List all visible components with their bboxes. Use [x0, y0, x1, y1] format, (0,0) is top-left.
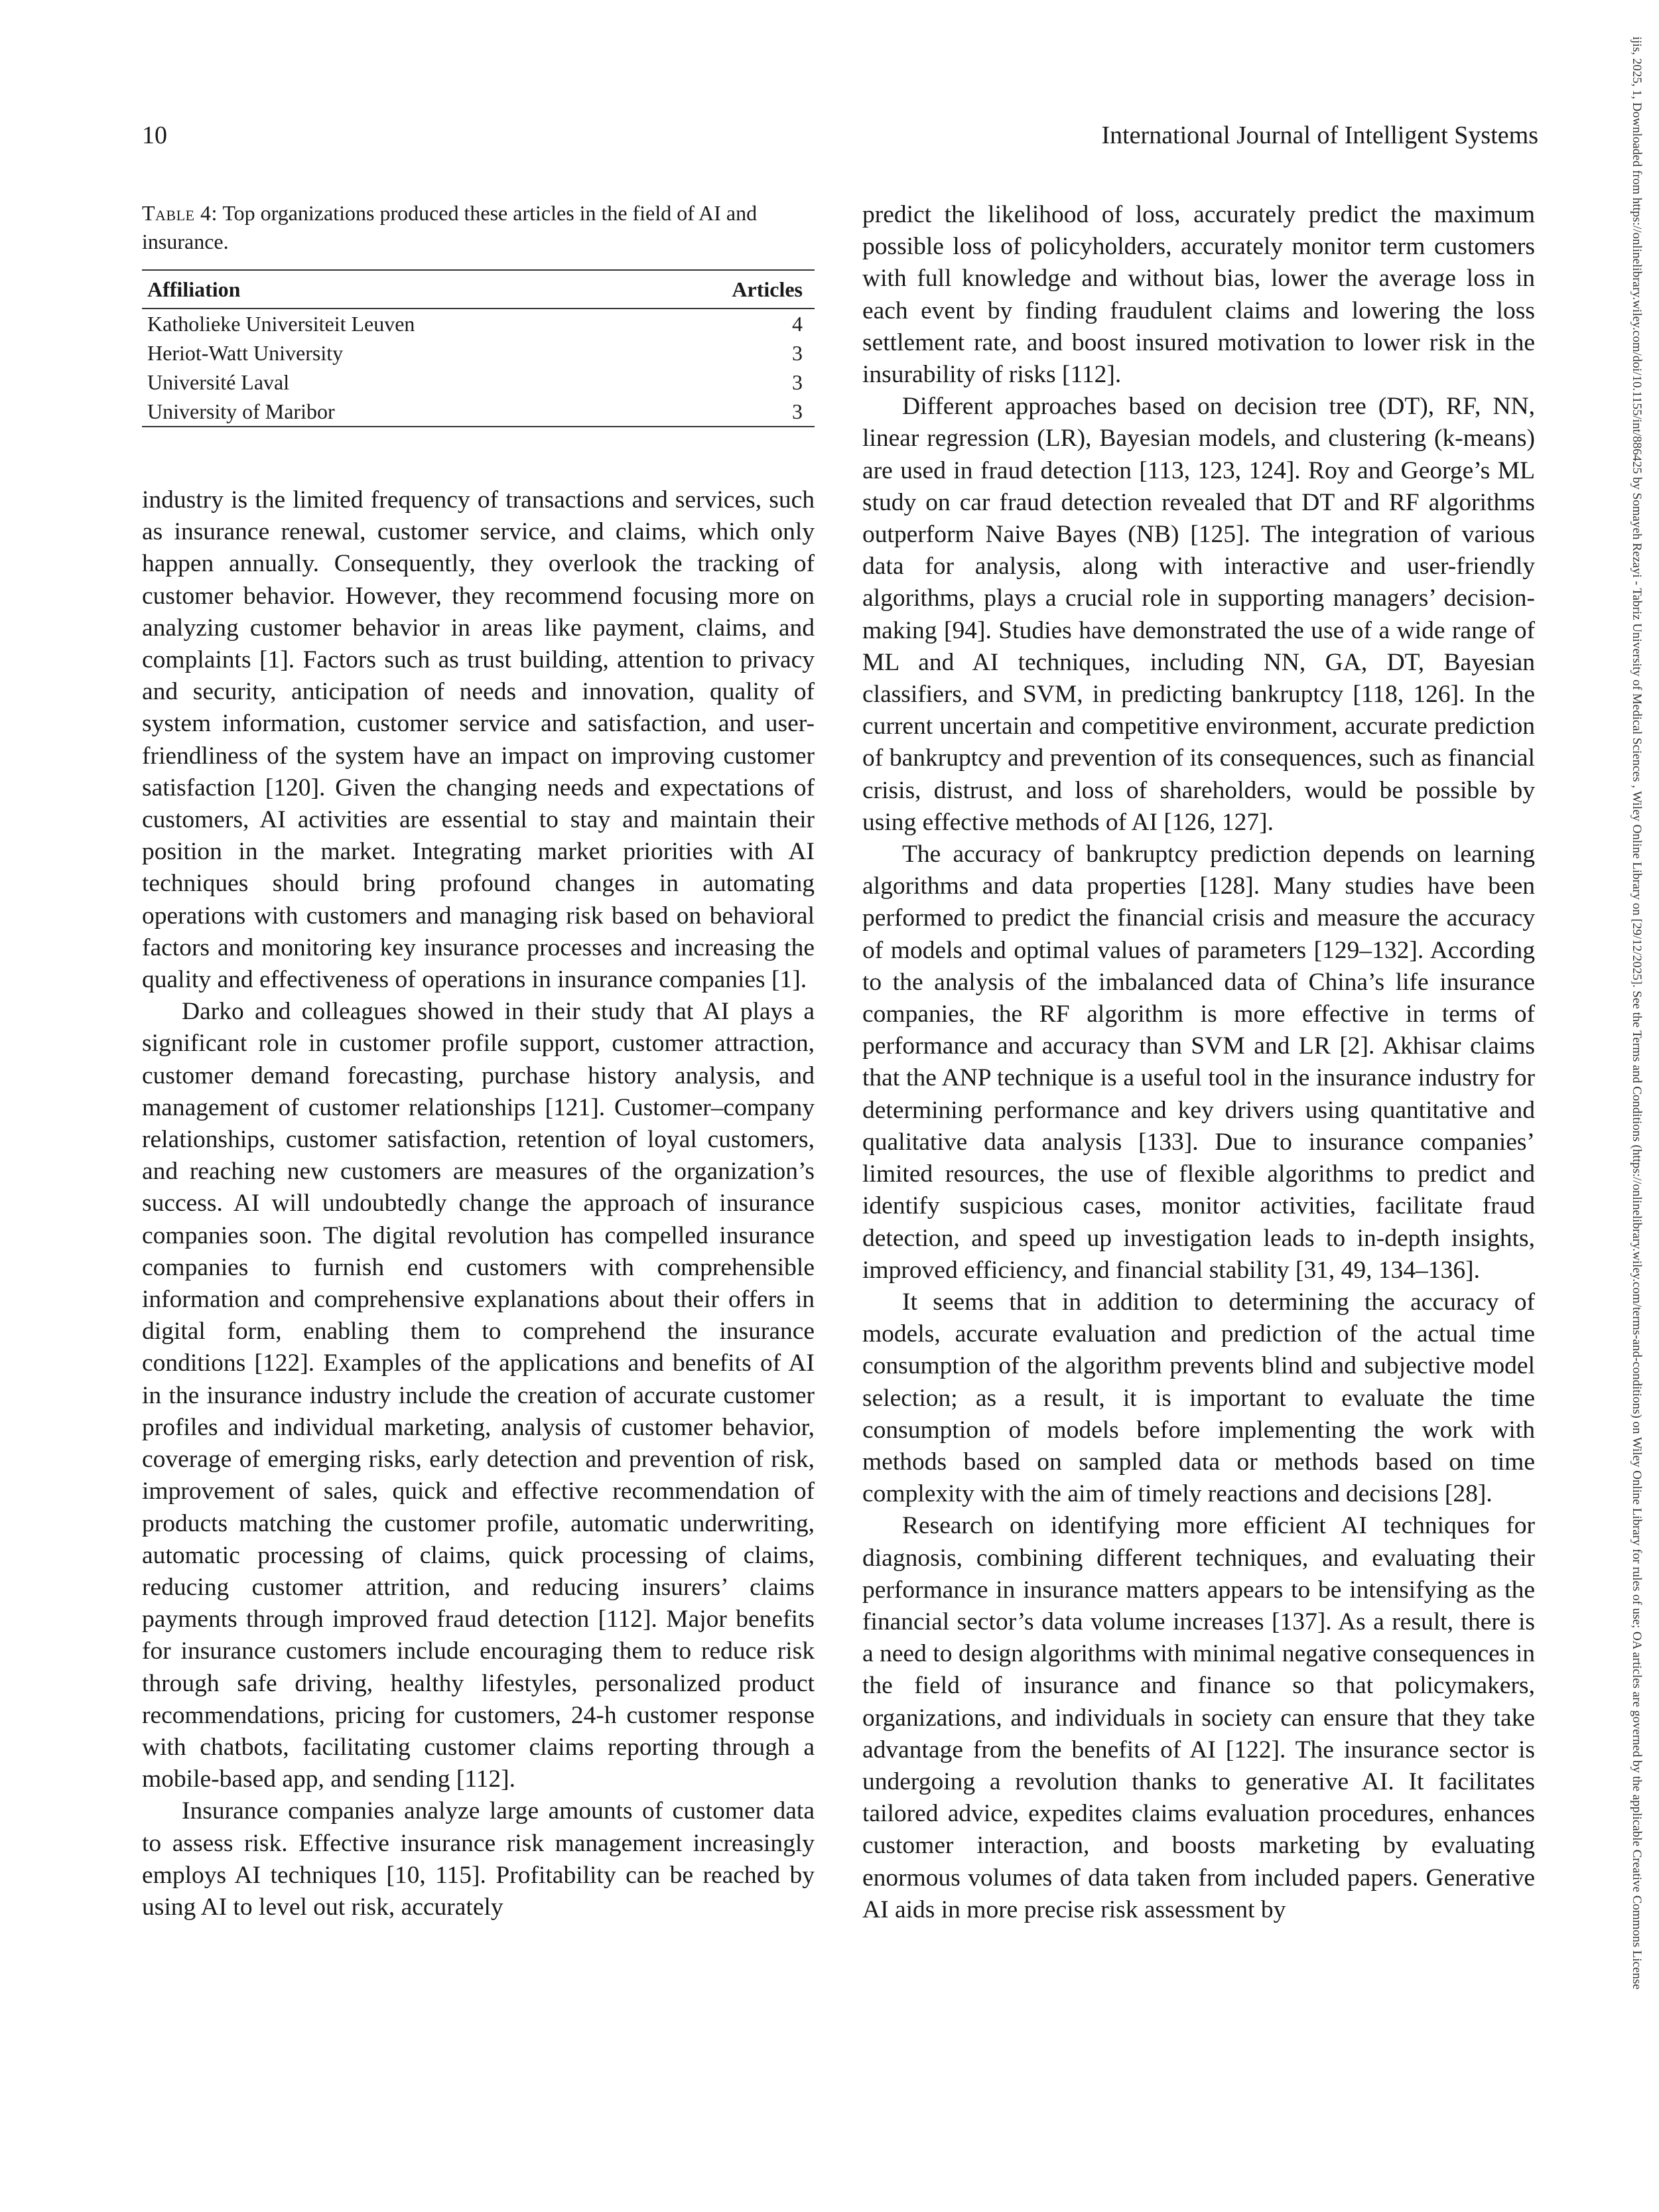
- row-articles: 3: [792, 341, 803, 365]
- header-affiliation: Affiliation: [147, 277, 241, 301]
- table-caption: [142, 199, 815, 256]
- journal-title: International Journal of Intelligent Systems: [1101, 121, 1538, 149]
- right-column: [862, 199, 1535, 1926]
- row-affiliation: Katholieke Universiteit Leuven: [147, 312, 415, 336]
- row-articles: 3: [792, 370, 803, 394]
- body-paragraph: predict the likelihood of loss, accurately predict the maximum possible loss of policyholders, accurately monitor term customers with full knowledge and without bias, lower the average loss in each event by finding fraudulent claims and lowering the loss settlement rate, and boost insured motivation to lower risk in the insurability of risks [112].: [862, 201, 1535, 389]
- row-affiliation: University of Maribor: [147, 399, 335, 423]
- table-caption-label: Table 4:: [142, 201, 218, 225]
- left-column: [142, 199, 815, 1923]
- table-row: [142, 338, 815, 368]
- table-row: [142, 368, 815, 397]
- table-row: [142, 397, 815, 427]
- row-affiliation: Université Laval: [147, 370, 290, 394]
- table-caption-text: Top organizations produced these articles in the field of AI and insurance.: [142, 201, 758, 253]
- body-paragraph: Darko and colleagues showed in their study that AI plays a significant role in customer profile support, customer attraction, customer demand forecasting, purchase history analysis, and management of customer relationships [121]. Customer–company relationships, customer satisfaction, retention of loyal customers, and reaching new customers are measures of the organization’s success. AI will undoubtedly change the approach of insurance companies soon. The digital revolution has compelled insurance companies to furnish end customers with comprehensible information and comprehensive explanations about their offers in digital form, enabling them to comprehend the insurance conditions [122]. Examples of the applications and benefits of AI in the insurance industry include the creation of accurate customer profiles and individual marketing, analysis of customer behavior, coverage of emerging risks, early detection and prevention of risk, improvement of sales, quick and effective recommendation of products matching the customer profile, automatic underwriting, automatic processing of claims, quick processing of claims, reducing customer attrition, and reducing insurers’ claims payments through improved fraud detection [112]. Major benefits for insurance customers include encouraging them to reduce risk through safe driving, healthy lifestyles, personalized product recommendations, pricing for customers, 24-h customer response with chatbots, facilitating customer claims reporting through a mobile-based app, and sending [112].: [142, 998, 815, 1793]
- table-row: [142, 309, 815, 338]
- body-paragraph: Research on identifying more efficient AI techniques for diagnosis, combining different techniques, and evaluating their performance in insurance matters appears to be intensifying as the financial sector’s data volume increases [137]. As a result, there is a need to design algorithms with minimal negative consequences in the field of insurance and finance so that policymakers, organizations, and individuals in society can ensure that they take advantage from the benefits of AI [122]. The insurance sector is undergoing a revolution thanks to generative AI. It facilitates tailored advice, expedites claims evaluation procedures, enhances customer interaction, and boosts marketing by evaluating enormous volumes of data taken from included papers. Generative AI aids in more precise risk assessment by: [862, 1512, 1535, 1923]
- table-header-row: [142, 270, 815, 309]
- row-affiliation: Heriot-Watt University: [147, 341, 344, 365]
- download-license-note: ijis, 2025, 1, Downloaded from https://onlinelibrary.wiley.com/doi/10.1155/int/886425 by Somayeh Rezayi - Tabriz University of Medical Sciences , Wiley Online Library on [29/12/2025]. See the Terms and Conditions (https://onlinelibrary.wiley.com/terms-and-conditions) on Wiley Online Library for rules of use; OA articles are governed by the applicable Creative Commons License: [1630, 36, 1644, 1990]
- body-paragraph: It seems that in addition to determining the accuracy of models, accurate evaluation and prediction of the actual time consumption of the algorithm prevents blind and subjective model selection; as a result, it is important to evaluate the time consumption of models before implementing the work with methods based on sampled data or methods based on time complexity with the aim of timely reactions and decisions [28].: [862, 1288, 1535, 1508]
- header-articles: Articles: [732, 277, 803, 301]
- body-paragraph: Different approaches based on decision tree (DT), RF, NN, linear regression (LR), Bayesian models, and clustering (k-means) are used in fraud detection [113, 123, 124]. Roy and George’s ML study on car fraud detection revealed that DT and RF algorithms outperform Naive Bayes (NB) [125]. The integration of various data for analysis, along with interactive and user-friendly algorithms, plays a crucial role in supporting managers’ decision-making [94]. Studies have demonstrated the use of a wide range of ML and AI techniques, including NN, GA, DT, Bayesian classifiers, and SVM, in predicting bankruptcy [118, 126]. In the current uncertain and competitive environment, accurate prediction of bankruptcy and prevention of its consequences, such as financial crisis, distrust, and loss of shareholders, would be possible by using effective methods of AI [126, 127].: [862, 393, 1535, 836]
- body-paragraph: industry is the limited frequency of transactions and services, such as insurance renewal, customer service, and claims, which only happen annually. Consequently, they overlook the tracking of customer behavior. However, they recommend focusing more on analyzing customer behavior in areas like payment, claims, and complaints [1]. Factors such as trust building, attention to privacy and security, anticipation of needs and innovation, quality of system information, customer service and satisfaction, and user-friendliness of the system have an impact on improving customer satisfaction [120]. Given the changing needs and expectations of customers, AI activities are essential to stay and maintain their position in the market. Integrating market priorities with AI techniques should bring profound changes in automating operations with customers and managing risk based on behavioral factors and monitoring key insurance processes and increasing the quality and effectiveness of operations in insurance companies [1].: [142, 486, 815, 994]
- row-articles: 3: [792, 399, 803, 423]
- body-paragraph: The accuracy of bankruptcy prediction depends on learning algorithms and data properties [128]. Many studies have been performed to predict the financial crisis and measure the accuracy of models and optimal values of parameters [129–132]. According to the analysis of the imbalanced data of China’s life insurance companies, the RF algorithm is more effective in terms of performance and accuracy than SVM and LR [2]. Akhisar claims that the ANP technique is a useful tool in the insurance industry for determining performance and key drivers using quantitative and qualitative data analysis [133]. Due to insurance companies’ limited resources, the use of flexible algorithms to predict and identify suspicious cases, monitor activities, facilitate fraud detection, and speed up investigation leads to in-depth insights, improved efficiency, and financial stability [31, 49, 134–136].: [862, 841, 1535, 1284]
- body-paragraph: Insurance companies analyze large amounts of customer data to assess risk. Effective insurance risk management increasingly employs AI techniques [10, 115]. Profitability can be reached by using AI to level out risk, accurately: [142, 1797, 815, 1921]
- row-articles: 4: [792, 312, 803, 336]
- page-number: 10: [142, 121, 167, 149]
- affiliation-table: [142, 269, 815, 427]
- table-4: [142, 199, 815, 427]
